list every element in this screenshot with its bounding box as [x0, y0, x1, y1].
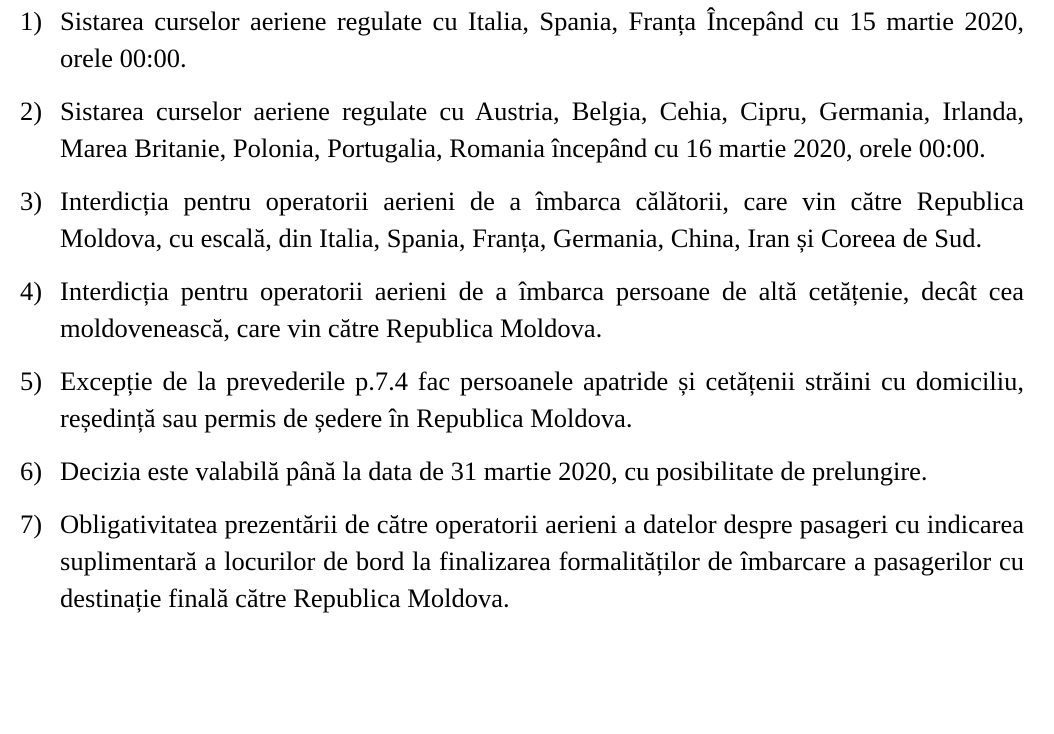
- item-number: 4): [20, 276, 43, 306]
- item-text: Interdicția pentru operatorii aerieni de a îmbarca persoane de altă cetățenie, decât cea moldovenească, care vin către Republica Moldova.: [60, 276, 1024, 343]
- item-text: Sistarea curselor aeriene regulate cu Austria, Belgia, Cehia, Cipru, Germania, Irlanda, Marea Britanie, Polonia, Portugalia, Romania începând cu 16 martie 2020, orele 00:00.: [60, 96, 1024, 163]
- item-number: 2): [20, 96, 43, 126]
- item-number: 3): [20, 186, 43, 216]
- item-number: 6): [20, 456, 43, 486]
- item-number: 7): [20, 509, 43, 539]
- list-item: [20, 93, 1024, 167]
- list-item: [20, 273, 1024, 347]
- item-text: Interdicția pentru operatorii aerieni de a îmbarca călătorii, care vin către Republica Moldova, cu escală, din Italia, Spania, Franța, Germania, China, Iran și Coreea de Sud.: [60, 186, 1024, 253]
- list-item: [20, 3, 1024, 77]
- item-number: 5): [20, 366, 43, 396]
- list-item: [20, 363, 1024, 437]
- numbered-list: [20, 3, 1024, 633]
- item-text: Excepție de la prevederile p.7.4 fac persoanele apatride și cetățenii străini cu domiciliu, reședință sau permis de ședere în Republica Moldova.: [60, 366, 1024, 433]
- list-item: [20, 453, 1024, 490]
- item-text: Obligativitatea prezentării de către operatorii aerieni a datelor despre pasageri cu indicarea suplimentară a locurilor de bord la finalizarea formalităților de îmbarcare a pasagerilor cu destinație finală către Republica Moldova.: [60, 509, 1024, 613]
- item-text: Sistarea curselor aeriene regulate cu Italia, Spania, Franța Începând cu 15 martie 2020, orele 00:00.: [60, 6, 1024, 73]
- list-item: [20, 506, 1024, 617]
- item-number: 1): [20, 6, 43, 36]
- item-text: Decizia este valabilă până la data de 31 martie 2020, cu posibilitate de prelungire.: [60, 456, 928, 486]
- list-item: [20, 183, 1024, 257]
